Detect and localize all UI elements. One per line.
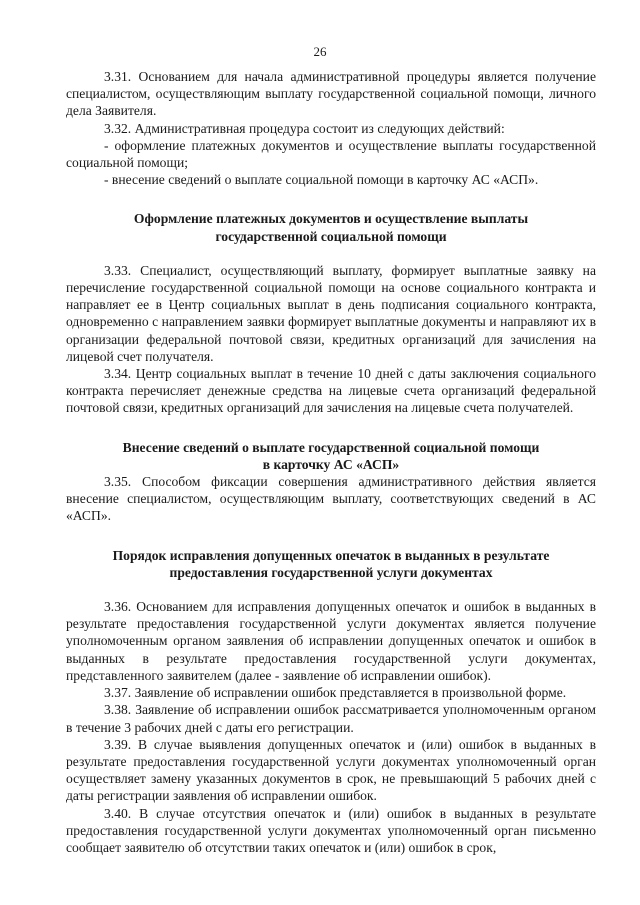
section-heading-card-entry xyxy=(66,439,596,473)
document-body xyxy=(66,68,596,856)
paragraph-3-37: 3.37. Заявление об исправлении ошибок представляется в произвольной форме. xyxy=(104,685,567,701)
heading-line: в карточку АС «АСП» xyxy=(262,456,400,472)
paragraph-3-36: 3.36. Основанием для исправления допущенных опечаток и ошибок в выданных в результате предоставления государственной услуги документах является получение уполномоченным органом заявления об исправлении допущенных опечаток и ошибок в выданных в результате предоставления государственной услуги документах, представленного заявителем (далее - заявление об исправлении ошибок). xyxy=(66,599,596,683)
section-heading-corrections xyxy=(66,547,596,581)
heading-line: Оформление платежных документов и осуществление выплаты xyxy=(133,211,529,227)
section-heading-payment xyxy=(66,210,596,244)
heading-line: государственной социальной помощи xyxy=(215,228,447,244)
page-number: 26 xyxy=(313,44,327,59)
heading-line: Порядок исправления допущенных опечаток в выданных в результате xyxy=(112,547,550,563)
paragraph-3-34: 3.34. Центр социальных выплат в течение 10 дней с даты заключения социального контракта перечисляет денежные средства на лицевые счета организаций федеральной почтовой связи, кредитных организаций для зачисления на лицевые счета получателей. xyxy=(66,366,596,416)
paragraph-3-33: 3.33. Специалист, осуществляющий выплату, формирует выплатные заявку на перечисление государственной социальной помощи на основе социального контракта и направляет ее в Центр социальных выплат в день подписания социального контракта, одновременно с направлением заявки формирует выплатные документы и направляют их в организации федеральной почтовой связи, кредитных организаций для зачисления на лицевой счет получателя. xyxy=(66,262,596,364)
paragraph-3-38: 3.38. Заявление об исправлении ошибок рассматривается уполномоченным органом в течение 3 рабочих дней с даты его регистрации. xyxy=(66,702,596,735)
paragraph-3-35: 3.35. Способом фиксации совершения административного действия является внесение специалистом, осуществляющим выплату, соответствующих сведений в АС «АСП». xyxy=(66,474,596,524)
paragraph-3-39: 3.39. В случае выявления допущенных опечаток и (или) ошибок в выданных в результате предоставления государственной услуги документах уполномоченный орган осуществляет замену указанных документов в срок, не превышающий 5 рабочих дней с даты регистрации заявления об исправлении ошибок. xyxy=(66,736,596,804)
paragraph-3-32: 3.32. Административная процедура состоит из следующих действий: xyxy=(104,120,505,136)
heading-line: Внесение сведений о выплате государственной социальной помощи xyxy=(122,439,540,455)
list-item-card-entry: - внесение сведений о выплате социальной помощи в карточку АС «АСП». xyxy=(104,172,539,188)
heading-line: предоставления государственной услуги документах xyxy=(169,564,493,580)
list-item-payment-documents: - оформление платежных документов и осуществление выплаты государственной социальной помощи; xyxy=(66,137,596,171)
paragraph-3-31: 3.31. Основанием для начала административной процедуры является получение специалистом, осуществляющим выплату государственной социальной помощи, личного дела Заявителя. xyxy=(66,69,596,119)
paragraph-3-40: 3.40. В случае отсутствия опечаток и (или) ошибок в выданных в результате предоставления государственной услуги документах уполномоченный орган письменно сообщает заявителю об отсутствии таких опечаток и (или) ошибок в срок, xyxy=(66,805,596,855)
